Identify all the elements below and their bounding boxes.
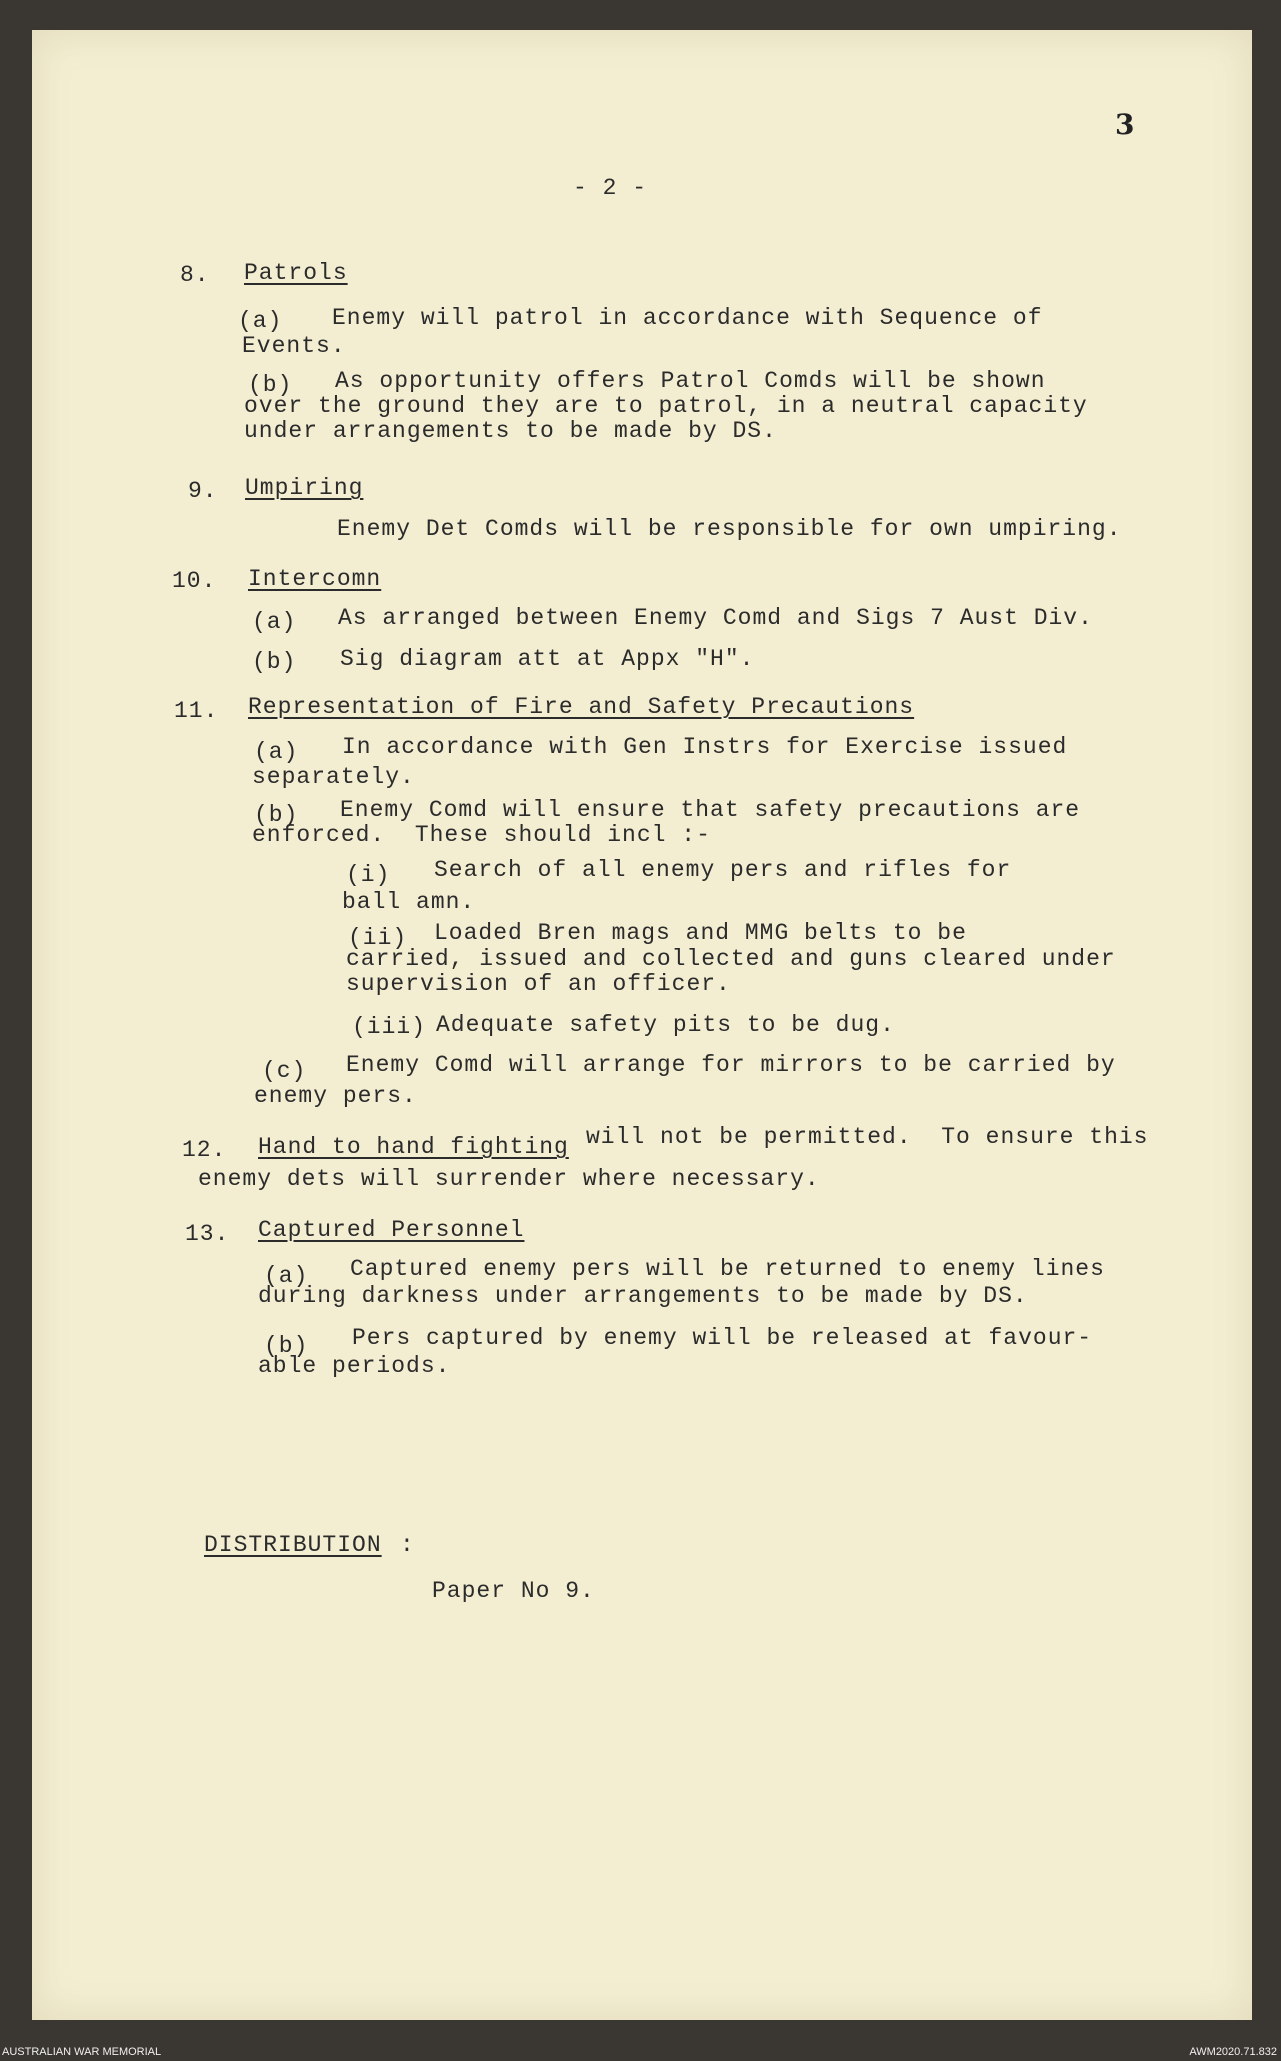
distribution-label: DISTRIBUTION (204, 1532, 382, 1558)
section-11-title: Representation of Fire and Safety Precautions (248, 694, 915, 720)
section-13-a-line1: Captured enemy pers will be returned to enemy lines (350, 1256, 1105, 1282)
section-8-b-line3: under arrangements to be made by DS. (244, 418, 777, 444)
footer-accession-number: AWM2020.71.832 (1189, 2046, 1277, 2058)
section-13-a-line2: during darkness under arrangements to be made by DS. (258, 1283, 1028, 1309)
section-11-b-line1: Enemy Comd will ensure that safety precautions are (340, 797, 1081, 823)
section-11-iii-line1: Adequate safety pits to be dug. (436, 1012, 895, 1038)
distribution-colon: : (400, 1532, 415, 1558)
section-11-a-label: (a) (254, 739, 299, 765)
page-corner-mark: 3 (1115, 108, 1135, 141)
footer-archive-name: AUSTRALIAN WAR MEMORIAL (2, 2046, 162, 2058)
section-11-i-line1: Search of all enemy pers and rifles for (434, 857, 1012, 883)
section-11-ii-line2: carried, issued and collected and guns cleared under (346, 946, 1116, 972)
section-11-b-line2: enforced. These should incl :- (252, 822, 711, 848)
section-11-ii-label: (ii) (348, 925, 408, 951)
section-9-title: Umpiring (245, 475, 364, 501)
section-10-b-line1: Sig diagram att at Appx "H". (340, 646, 755, 672)
section-8-b-line2: over the ground they are to patrol, in a neutral capacity (244, 393, 1088, 419)
section-12-number: 12. (182, 1137, 227, 1163)
section-11-c-label: (c) (262, 1058, 307, 1084)
section-12-line2: enemy dets will surrender where necessary. (198, 1166, 820, 1192)
section-13-title: Captured Personnel (258, 1217, 525, 1243)
section-11-b-label: (b) (254, 802, 299, 828)
section-9-number: 9. (188, 478, 218, 504)
section-11-ii-line3: supervision of an officer. (346, 971, 731, 997)
section-11-number: 11. (174, 698, 219, 724)
section-12-line1: will not be permitted. To ensure this (586, 1124, 1149, 1150)
section-11-c-line2: enemy pers. (254, 1083, 417, 1109)
section-8-title: Patrols (244, 260, 348, 286)
section-8-b-label: (b) (248, 372, 293, 398)
section-11-iii-label: (iii) (352, 1014, 427, 1040)
section-13-b-label: (b) (264, 1333, 309, 1359)
section-11-a-line1: In accordance with Gen Instrs for Exercise issued (342, 734, 1068, 760)
section-8-a-line1: Enemy will patrol in accordance with Sequence of (332, 305, 1043, 331)
section-10-a-line1: As arranged between Enemy Comd and Sigs 7 Aust Div. (338, 605, 1093, 631)
section-10-b-label: (b) (252, 649, 297, 675)
section-13-number: 13. (185, 1221, 230, 1247)
section-10-title: Intercomn (248, 566, 382, 592)
section-11-c-line1: Enemy Comd will arrange for mirrors to be carried by (346, 1052, 1116, 1078)
page-number: - 2 - (573, 175, 648, 201)
section-13-b-line1: Pers captured by enemy will be released at favour- (352, 1325, 1093, 1351)
section-13-b-line2: able periods. (258, 1353, 451, 1379)
section-8-number: 8. (180, 262, 210, 288)
section-10-number: 10. (172, 568, 217, 594)
section-11-i-label: (i) (346, 862, 391, 888)
distribution-item: Paper No 9. (432, 1578, 595, 1604)
section-11-ii-line1: Loaded Bren mags and MMG belts to be (434, 920, 967, 946)
section-8-a-line2: Events. (242, 333, 346, 359)
section-9-line1: Enemy Det Comds will be responsible for own umpiring. (337, 516, 1122, 542)
section-8-a-label: (a) (238, 308, 283, 334)
section-11-a-line2: separately. (252, 764, 415, 790)
section-8-b-line1: As opportunity offers Patrol Comds will be shown (335, 368, 1046, 394)
section-12-title: Hand to hand fighting (258, 1134, 569, 1160)
section-11-i-line2: ball amn. (342, 889, 476, 915)
section-10-a-label: (a) (252, 609, 297, 635)
section-13-a-label: (a) (264, 1263, 309, 1289)
